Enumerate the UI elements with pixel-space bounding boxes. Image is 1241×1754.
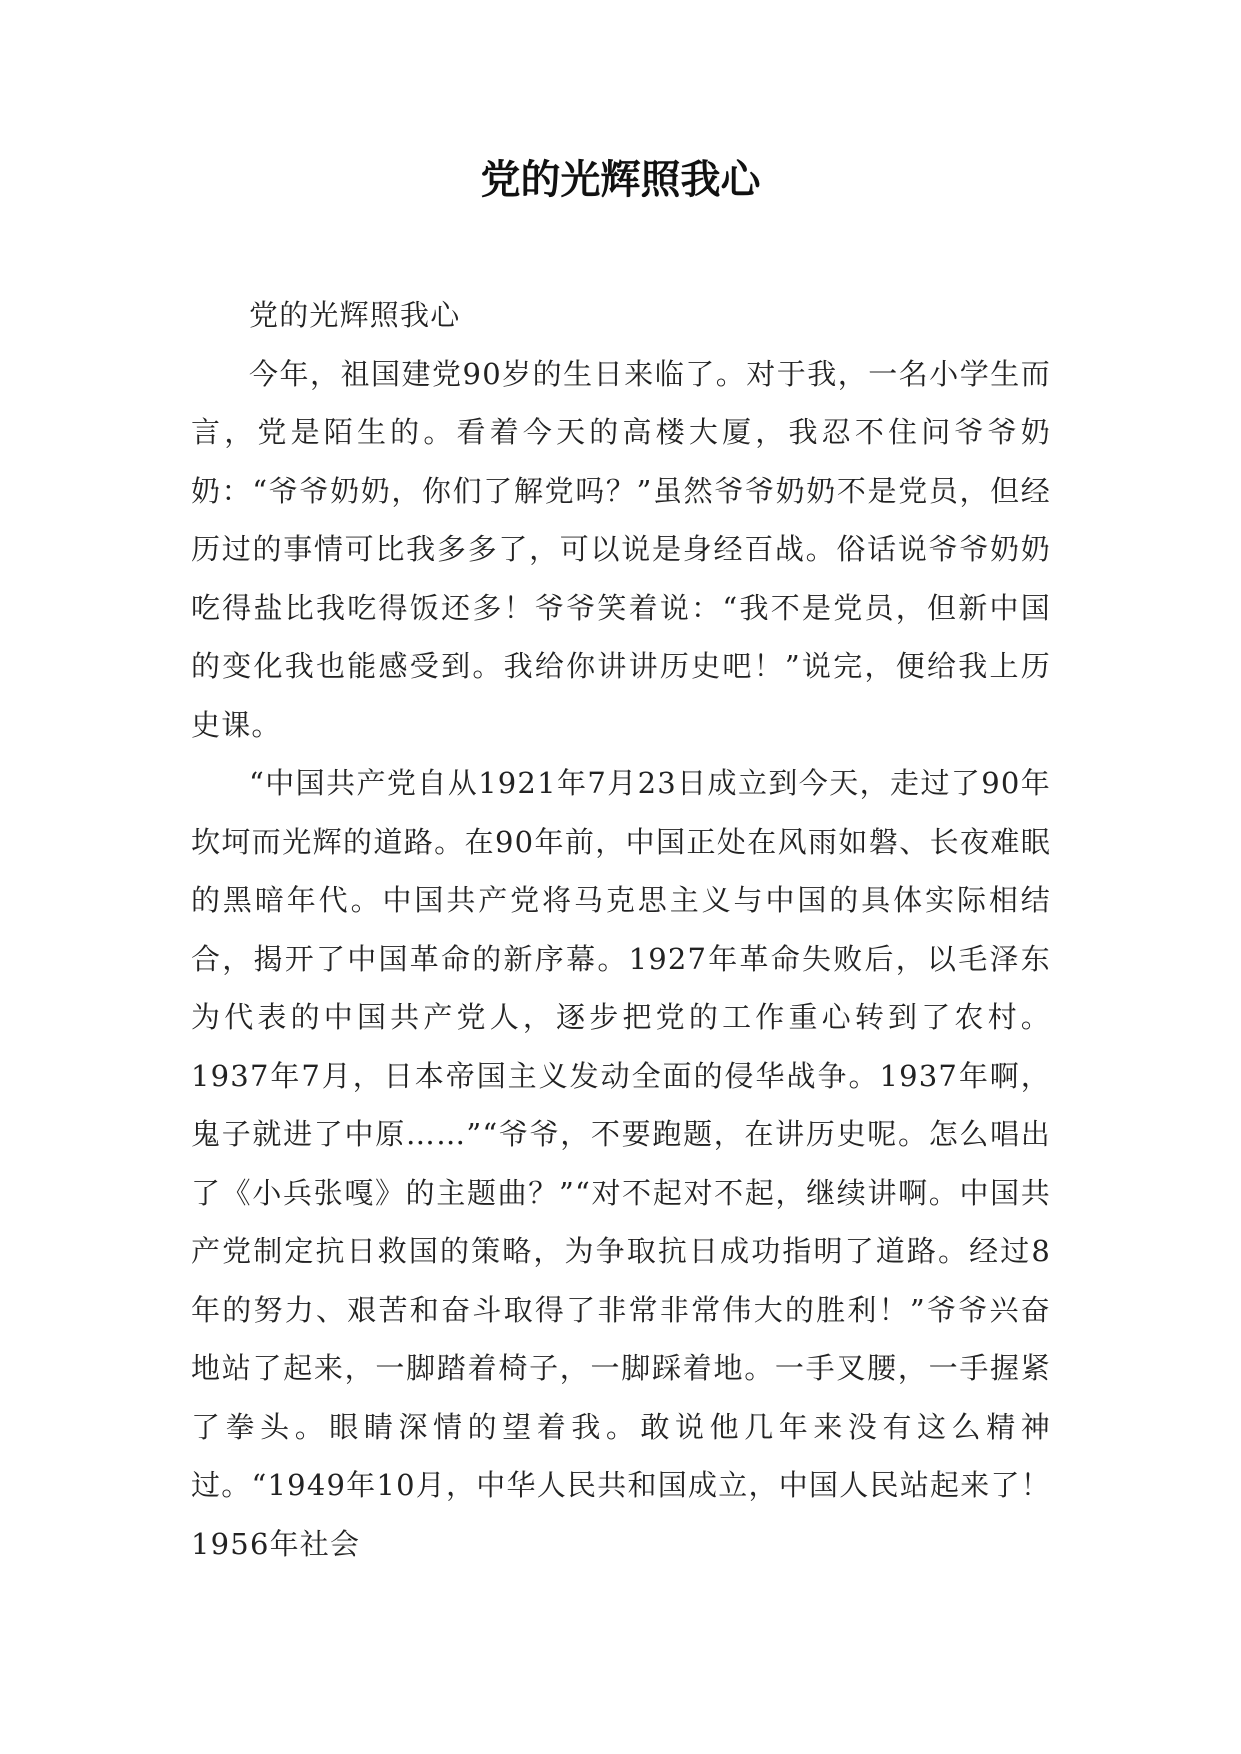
paragraph: 今年，祖国建党90岁的生日来临了。对于我，一名小学生而言，党是陌生的。看着今天的高楼大厦，我忍不住问爷爷奶奶：“爷爷奶奶，你们了解党吗？”虽然爷爷奶奶不是党员，但经历过的事情可比我多多了，可以说是身经百战。俗话说爷爷奶奶吃得盐比我吃得饭还多！爷爷笑着说：“我不是党员，但新中国的变化我也能感受到。我给你讲讲历史吧！”说完，便给我上历史课。 (191, 356, 1051, 742)
paragraph-subtitle: 党的光辉照我心 (249, 298, 461, 332)
paragraph: “中国共产党自从1921年7月23日成立到今天，走过了90年坎坷而光辉的道路。在90年前，中国正处在风雨如磐、长夜难眠的黑暗年代。中国共产党将马克思主义与中国的具体实际相结合，揭开了中国革命的新序幕。1927年革命失败后，以毛泽东为代表的中国共产党人，逐步把党的工作重心转到了农村。1937年7月，日本帝国主义发动全面的侵华战争。1937年啊，鬼子就进了中原……”“爷爷，不要跑题，在讲历史呢。怎么唱出了《小兵张嘎》的主题曲？”“对不起对不起，继续讲啊。中国共产党制定抗日救国的策略，为争取抗日成功指明了道路。经过8年的努力、艰苦和奋斗取得了非常非常伟大的胜利！”爷爷兴奋地站了起来，一脚踏着椅子，一脚踩着地。一手叉腰，一手握紧了拳头。眼睛深情的望着我。敢说他几年来没有这么精神过。“1949年10月，中华人民共和国成立，中国人民站起来了！1956年社会 (191, 766, 1051, 1561)
document-body (191, 286, 1051, 1573)
document-title: 党的光辉照我心 (480, 157, 761, 203)
